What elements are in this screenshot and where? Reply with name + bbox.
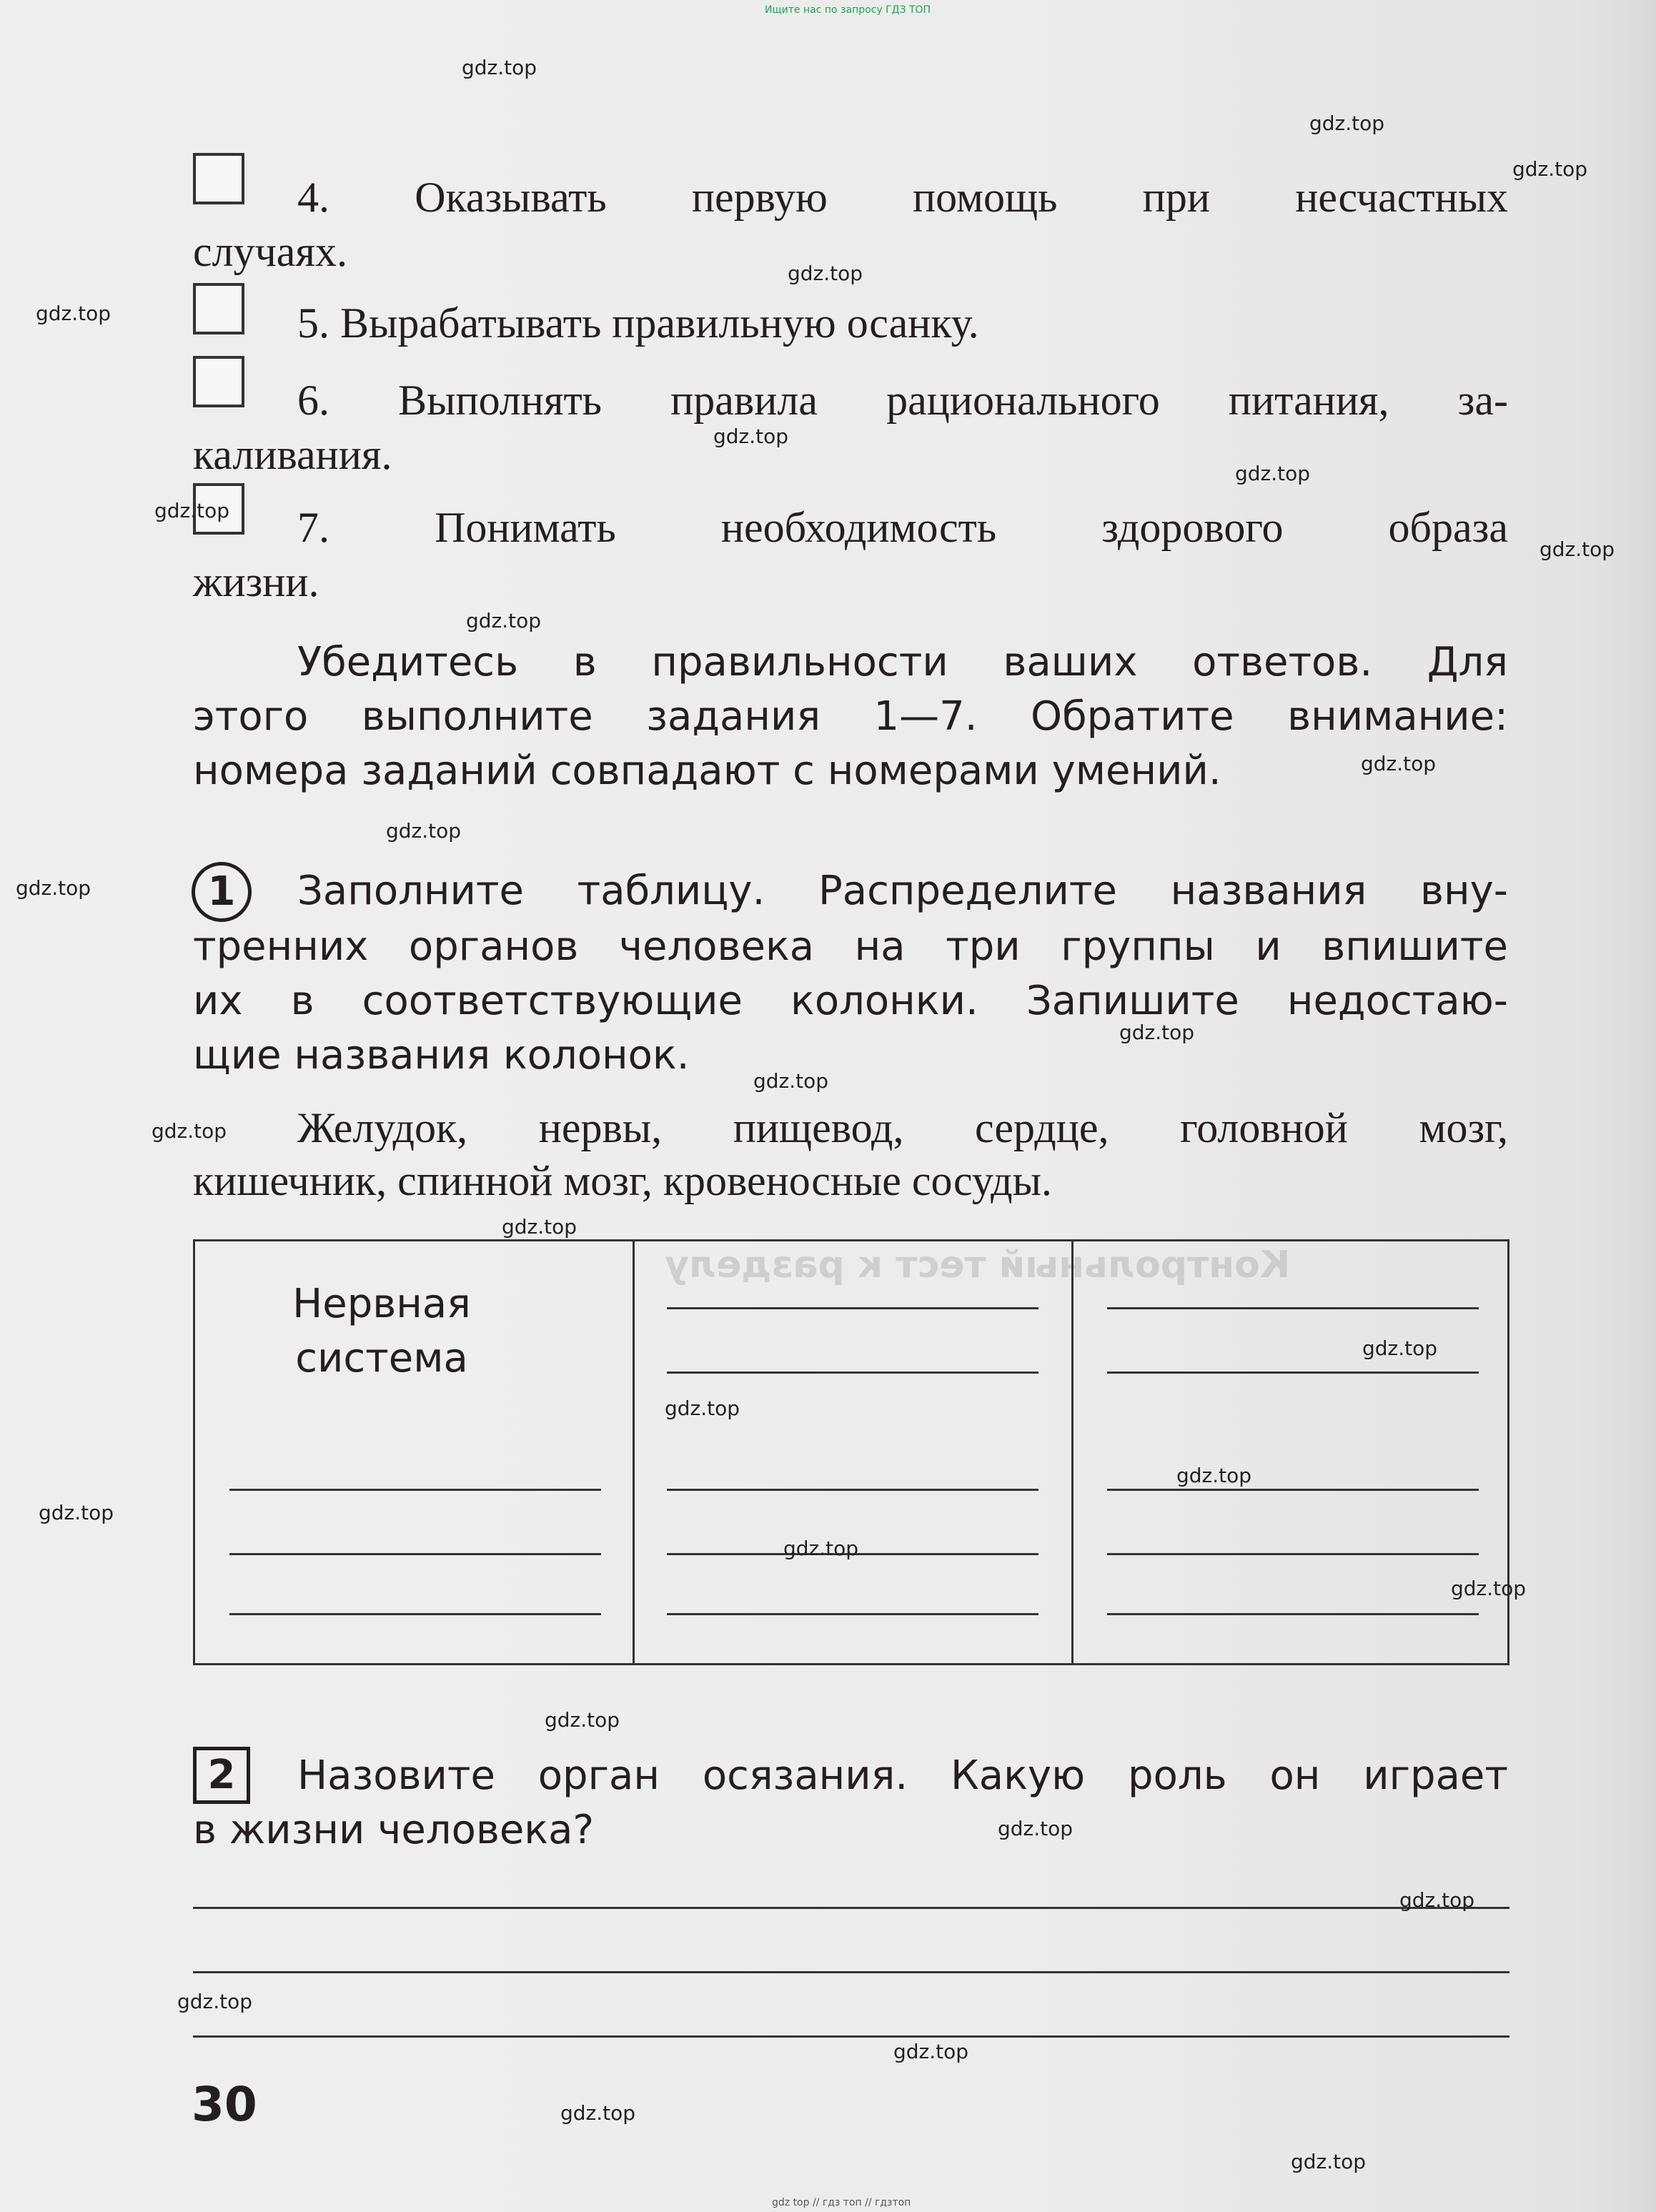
col1-answer-line[interactable]: [229, 1613, 601, 1615]
watermark: gdz.top: [1540, 537, 1615, 561]
col3-answer-line[interactable]: [1107, 1489, 1479, 1491]
item-4-line2: случаях.: [193, 228, 347, 275]
watermark: gdz.top: [998, 1817, 1074, 1840]
col1-answer-line[interactable]: [229, 1489, 601, 1491]
task-1-line3: их в соответствующие колонки. Запишите недостаю-: [193, 978, 1508, 1024]
watermark: gdz.top: [462, 56, 537, 79]
task-1-words-line1: Желудок, нервы, пищевод, сердце, головной мозг,: [297, 1104, 1508, 1151]
task-2-line1: Назовите орган осязания. Какую роль он играет: [297, 1752, 1508, 1799]
col2-header-line[interactable]: [667, 1307, 1038, 1309]
task-1-line4: щие названия колонок.: [193, 1032, 690, 1078]
item-4-number: 4.: [297, 174, 329, 221]
watermark: gdz.top: [1176, 1464, 1252, 1487]
watermark: gdz.top: [665, 1397, 740, 1420]
watermark: gdz.top: [502, 1215, 577, 1239]
item-5-number: 5.: [297, 299, 329, 347]
watermark: gdz.top: [788, 262, 863, 285]
task-1-number: 1: [192, 862, 252, 922]
col2-answer-line[interactable]: [667, 1613, 1038, 1615]
item-6-line1: 6. Выполнять правила рационального питания, за-: [297, 377, 1508, 424]
watermark: gdz.top: [560, 2101, 636, 2125]
watermark: gdz.top: [1235, 462, 1311, 485]
watermark: gdz.top: [893, 2040, 969, 2063]
item-7-line1: 7. Понимать необходимость здорового образа: [297, 504, 1508, 551]
col3-header-line[interactable]: [1107, 1307, 1479, 1309]
watermark: gdz.top: [36, 302, 111, 325]
page-number: 30: [192, 2077, 257, 2132]
watermark: gdz.top: [466, 609, 542, 633]
col2-answer-line[interactable]: [667, 1489, 1038, 1491]
task-2-answer-line-3[interactable]: [193, 2035, 1509, 2038]
item-7-line2: жизни.: [193, 558, 319, 605]
col3-answer-line[interactable]: [1107, 1613, 1479, 1615]
task-1-words-line2: кишечник, спинной мозг, кровеносные сосуды.: [193, 1157, 1052, 1204]
item-5-line1: 5. Вырабатывать правильную осанку.: [297, 299, 979, 347]
table-divider-2: [1071, 1241, 1074, 1663]
watermark: gdz.top: [1119, 1021, 1195, 1044]
check-line1: Убедитесь в правильности ваших ответов. Для: [297, 639, 1508, 685]
watermark: gdz.top: [1361, 752, 1437, 775]
watermark: gdz.top: [753, 1069, 829, 1093]
check-line2: этого выполните задания 1—7. Обратите внимание:: [193, 693, 1508, 740]
watermark: gdz.top: [386, 819, 462, 843]
organs-table: [193, 1239, 1509, 1665]
table-col1-header: Нервная система: [292, 1281, 471, 1382]
bleed-through-title: Контрольный тест к разделу: [665, 1244, 1291, 1286]
watermark: gdz.top: [1399, 1888, 1475, 1912]
watermark: gdz.top: [713, 425, 789, 448]
task-2-line2: в жизни человека?: [193, 1807, 595, 1853]
watermark: gdz.top: [16, 876, 91, 900]
item-6-number: 6.: [297, 377, 329, 424]
watermark: gdz.top: [1362, 1336, 1438, 1360]
watermark: gdz.top: [1451, 1577, 1527, 1600]
col3-answer-line[interactable]: [1107, 1553, 1479, 1555]
task-2-answer-line-2[interactable]: [193, 1971, 1509, 1973]
task-2-answer-line-1[interactable]: [193, 1907, 1509, 1909]
col1-answer-line[interactable]: [229, 1553, 601, 1555]
watermark: gdz.top: [39, 1501, 114, 1524]
check-line3: номера заданий совпадают с номерами умений.: [193, 748, 1221, 794]
watermark: gdz.top: [1512, 157, 1588, 181]
watermark: gdz.top: [154, 499, 230, 522]
watermark: gdz.top: [1291, 2150, 1367, 2173]
task-1-line1: Заполните таблицу. Распределите названия вну-: [297, 868, 1508, 914]
watermark: gdz.top: [177, 1990, 253, 2013]
top-banner[interactable]: Ищите нас по запросу ГДЗ ТОП: [765, 4, 931, 16]
task-1-line2: тренних органов человека на три группы и впишите: [193, 923, 1508, 970]
watermark: gdz.top: [1309, 111, 1385, 135]
item-4-line1: 4. Оказывать первую помощь при несчастных: [297, 174, 1509, 221]
watermark: gdz.top: [545, 1708, 620, 1732]
watermark: gdz.top: [152, 1119, 227, 1143]
table-divider-1: [633, 1241, 635, 1663]
item-6-line2: каливания.: [193, 431, 392, 478]
watermark: gdz.top: [783, 1537, 859, 1560]
task-2-number: 2: [193, 1747, 250, 1804]
checkbox-item-5[interactable]: [193, 283, 244, 334]
col3-header-line[interactable]: [1107, 1372, 1479, 1374]
col2-header-line[interactable]: [667, 1372, 1038, 1374]
item-7-number: 7.: [297, 504, 329, 551]
bottom-banner[interactable]: gdz top // гдз топ // гдзтоп: [772, 2197, 911, 2208]
